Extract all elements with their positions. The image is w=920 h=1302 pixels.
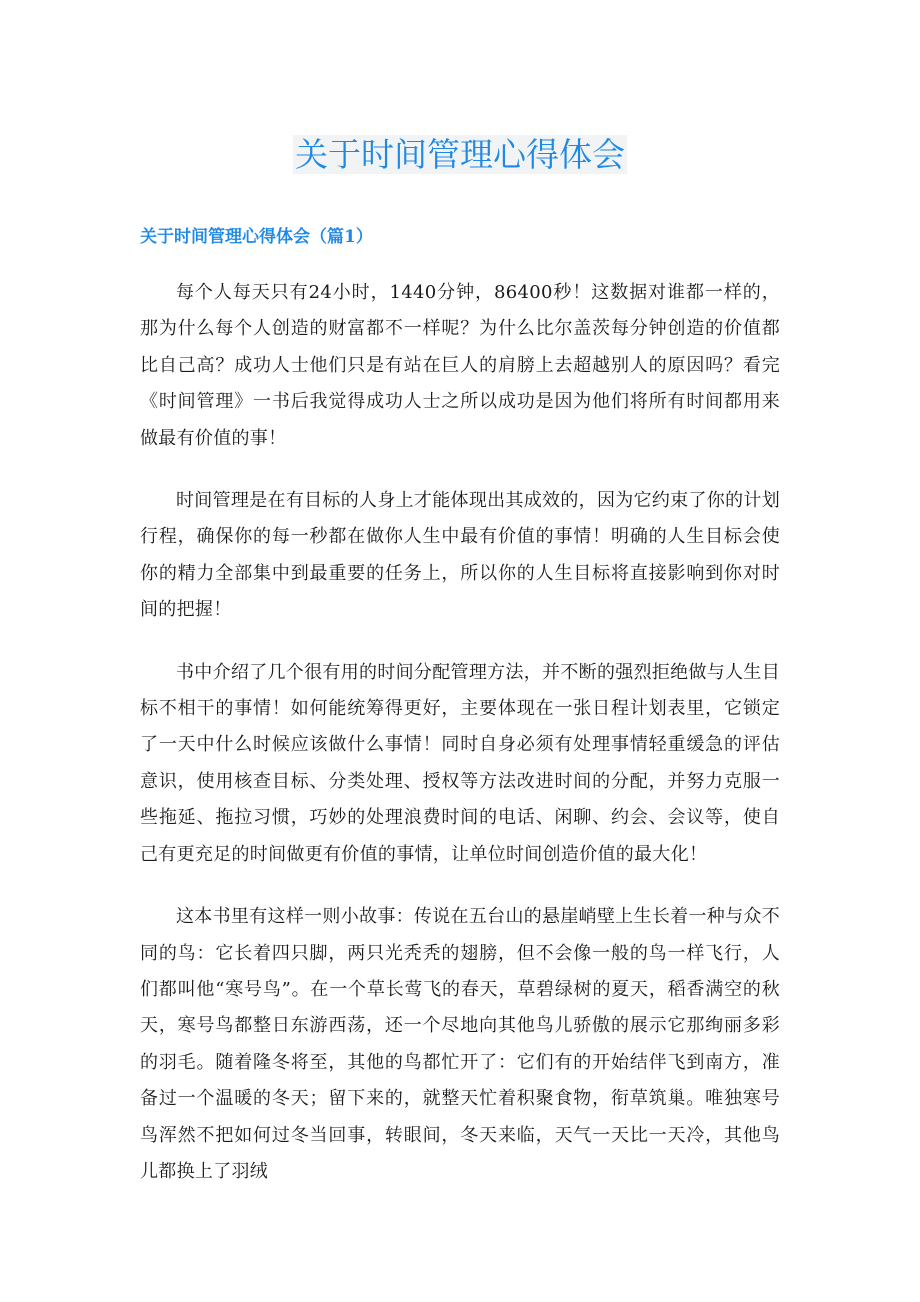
paragraph-2: 时间管理是在有目标的人身上才能体现出其成效的，因为它约束了你的计划行程，确保你的每一秒都在做你人生中最有价值的事情！明确的人生目标会使你的精力全部集中到最重要的任务上，所以你的人生目标将直接影响到你对时间的把握！ bbox=[140, 490, 780, 621]
document-body bbox=[140, 275, 780, 1216]
paragraph-1: 每个人每天只有24小时，1440分钟，86400秒！这数据对谁都一样的，那为什么每个人创造的财富都不一样呢？为什么比尔盖茨每分钟创造的价值都比自己高？成功人士他们只是有站在巨人的肩膀上去超越别人的原因吗？看完《时间管理》一书后我觉得成功人士之所以成功是因为他们将所有时间都用来做最有价值的事！ bbox=[140, 282, 780, 449]
document-title bbox=[0, 132, 920, 178]
paragraph-4: 这本书里有这样一则小故事：传说在五台山的悬崖峭壁上生长着一种与众不同的鸟：它长着四只脚，两只光秃秃的翅膀，但不会像一般的鸟一样飞行，人们都叫他“寒号鸟”。在一个草长莺飞的春天，草碧绿树的夏天，稻香满空的秋天，寒号鸟都整日东游西荡，还一个尽地向其他鸟儿骄傲的展示它那绚丽多彩的羽毛。随着隆冬将至，其他的鸟都忙开了：它们有的开始结伴飞到南方，准备过一个温暖的冬天；留下来的，就整天忙着积聚食物，衔草筑巢。唯独寒号鸟浑然不把如何过冬当回事，转眼间，冬天来临，天气一天比一天冷，其他鸟儿都换上了羽绒 bbox=[140, 906, 780, 1182]
section-heading: 关于时间管理心得体会（篇1） bbox=[140, 227, 373, 247]
document-title-text: 关于时间管理心得体会 bbox=[295, 135, 625, 174]
paragraph-3: 书中介绍了几个很有用的时间分配管理方法，并不断的强烈拒绝做与人生目标不相干的事情！如何能统筹得更好，主要体现在一张日程计划表里，它锁定了一天中什么时候应该做什么事情！同时自身必须有处理事情轻重缓急的评估意识，使用核查目标、分类处理、授权等方法改进时间的分配，并努力克服一些拖延、拖拉习惯，巧妙的处理浪费时间的电话、闲聊、约会、会议等，使自己有更充足的时间做更有价值的事情，让单位时间创造价值的最大化！ bbox=[140, 661, 780, 865]
